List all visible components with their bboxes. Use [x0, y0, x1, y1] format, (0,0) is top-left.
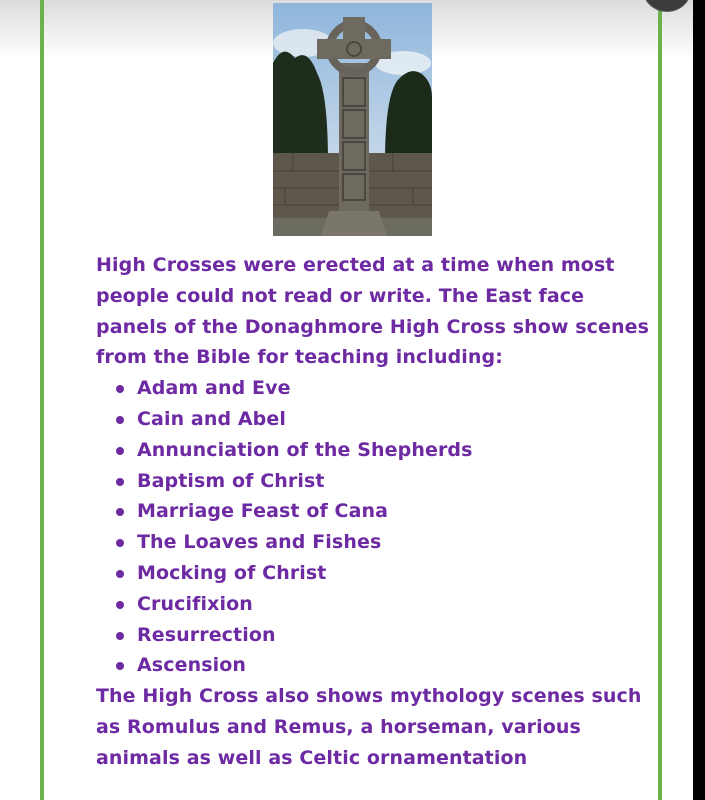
high-cross-photo: [273, 3, 432, 236]
bullet-icon: [116, 632, 124, 640]
list-item: Adam and Eve: [116, 373, 656, 404]
bible-scenes-list: [96, 373, 656, 681]
bullet-icon: [116, 385, 124, 393]
list-item: Mocking of Christ: [116, 558, 656, 589]
list-item: Baptism of Christ: [116, 466, 656, 497]
list-item: Cain and Abel: [116, 404, 656, 435]
article-text: [96, 250, 656, 774]
bullet-icon: [116, 570, 124, 578]
bullet-icon: [116, 662, 124, 670]
bullet-icon: [116, 416, 124, 424]
list-item: Ascension: [116, 650, 656, 681]
list-item: Crucifixion: [116, 589, 656, 620]
list-item: Resurrection: [116, 620, 656, 651]
bullet-icon: [116, 508, 124, 516]
list-item: Marriage Feast of Cana: [116, 496, 656, 527]
list-item: Annunciation of the Shepherds: [116, 435, 656, 466]
bullet-icon: [116, 447, 124, 455]
bullet-icon: [116, 478, 124, 486]
green-border-left: [40, 0, 44, 800]
bullet-icon: [116, 539, 124, 547]
green-border-right: [658, 0, 662, 800]
bullet-icon: [116, 601, 124, 609]
list-item: The Loaves and Fishes: [116, 527, 656, 558]
outro-paragraph: The High Cross also shows mythology scenes such as Romulus and Remus, a horseman, various animals as well as Celtic ornamentation: [96, 685, 642, 769]
intro-paragraph: High Crosses were erected at a time when most people could not read or write. The East face panels of the Donaghmore High Cross show scenes from the Bible for teaching including:: [96, 254, 650, 369]
